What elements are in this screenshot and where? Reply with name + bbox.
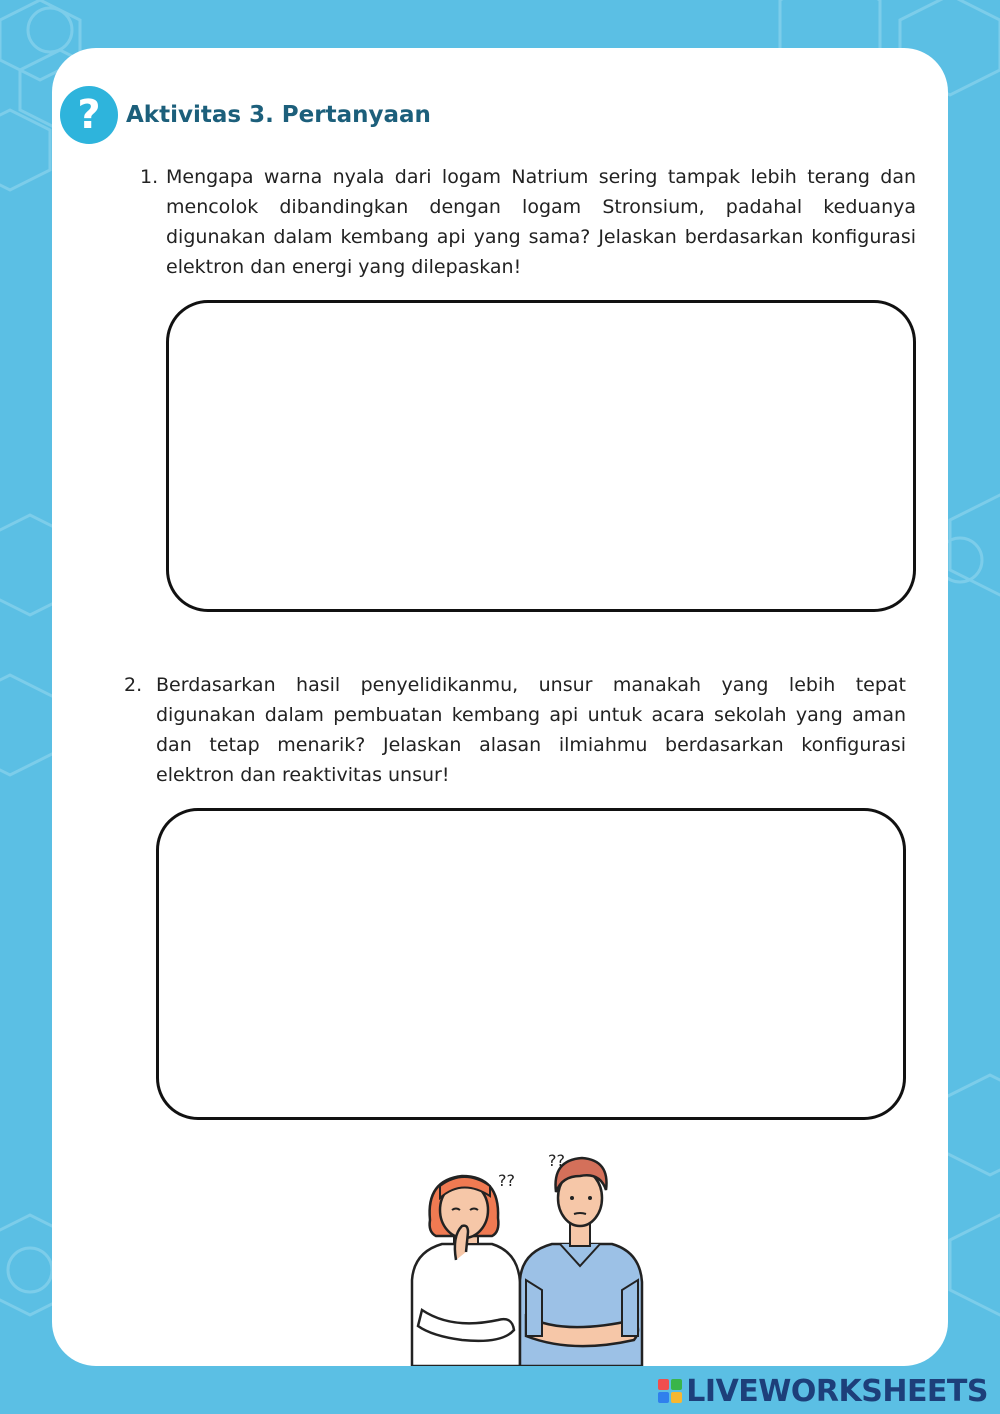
- question-marks-right: ??: [548, 1151, 565, 1170]
- question-mark-icon: ?: [60, 86, 118, 144]
- logo-text: LIVEWORKSHEETS: [686, 1373, 988, 1409]
- liveworksheets-logo[interactable]: [658, 1374, 988, 1408]
- answer-box-1[interactable]: [166, 300, 916, 612]
- activity-header: [60, 86, 431, 144]
- answer-box-2[interactable]: [156, 808, 906, 1120]
- question-text: Mengapa warna nyala dari logam Natrium sering tampak lebih terang dan mencolok dibandingkan dengan logam Stronsium, padahal keduanya digunakan dalam kembang api yang sama? Jelaskan berdasarkan konfigurasi elektron dan energi yang dilepaskan!: [166, 166, 916, 278]
- worksheet-card: [52, 48, 948, 1366]
- activity-title: Aktivitas 3. Pertanyaan: [126, 102, 431, 128]
- question-2: [124, 670, 906, 790]
- question-marks-left: ??: [498, 1171, 515, 1190]
- question-1: [140, 162, 916, 282]
- question-number: 2.: [124, 674, 143, 696]
- thinking-people-illustration: [402, 1140, 662, 1366]
- logo-blocks-icon: [658, 1379, 682, 1403]
- question-number: 1.: [140, 166, 159, 188]
- question-text: Berdasarkan hasil penyelidikanmu, unsur manakah yang lebih tepat digunakan dalam pembuatan kembang api untuk acara sekolah yang aman dan tetap menarik? Jelaskan alasan ilmiahmu berdasarkan konfigurasi elektron dan reaktivitas unsur!: [156, 674, 906, 786]
